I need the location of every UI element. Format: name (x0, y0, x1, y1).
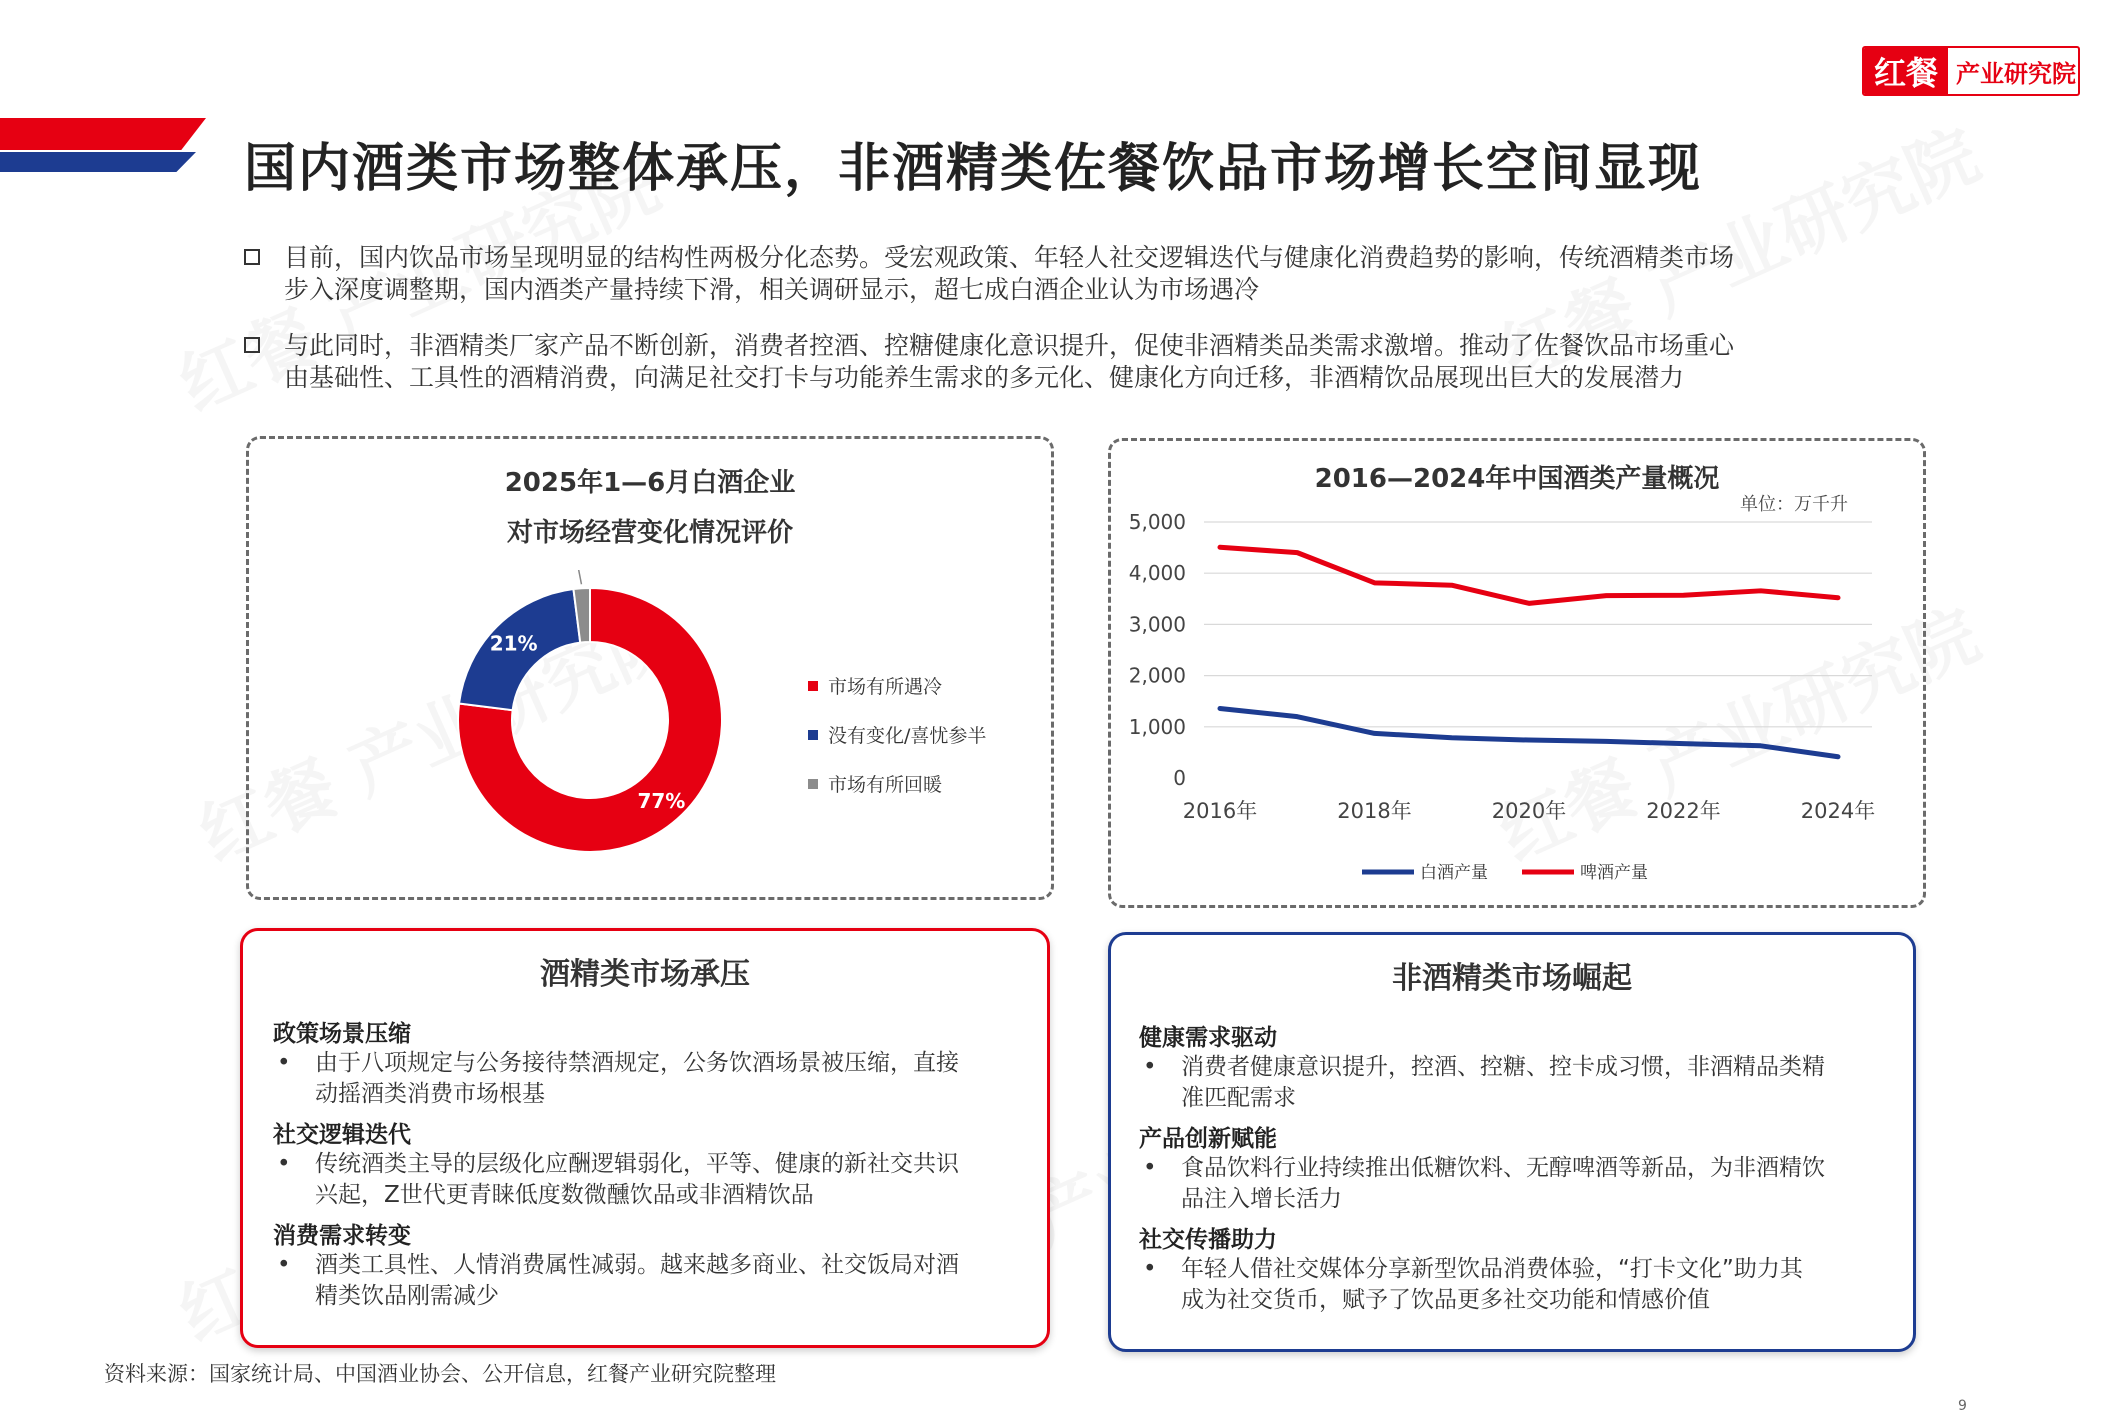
legend-swatch (808, 730, 818, 740)
section-body (1139, 1254, 1885, 1316)
pie-legend-item (808, 721, 986, 748)
pie-value-label: 21% (489, 631, 538, 656)
y-tick-label: 5,000 (1128, 510, 1186, 534)
section-line: 酒类工具性、人情消费属性减弱。越来越多商业、社交饭局对酒 (315, 1252, 959, 1278)
legend-label: 市场有所遇冷 (828, 676, 943, 698)
section-heading: 政策场景压缩 (273, 1021, 411, 1047)
section-line: 品注入增长活力 (1181, 1186, 1342, 1212)
y-tick-label: 3,000 (1128, 612, 1186, 637)
section-line: 消费者健康意识提升，控酒、控糖、控卡成习惯，非酒精品类精 (1181, 1054, 1825, 1080)
section-body (1139, 1153, 1885, 1215)
section-body (273, 1048, 1019, 1110)
pie-chart-title-line1: 2025年1—6月白酒企业 (504, 468, 796, 498)
x-tick-label: 2016年 (1182, 799, 1258, 823)
section-body (1139, 1052, 1885, 1114)
alcohol-market-box (240, 928, 1050, 1348)
y-tick-label: 0 (1173, 766, 1186, 790)
non-alcohol-market-box (1108, 932, 1916, 1352)
line-chart-unit: 单位：万千升 (1740, 494, 1848, 515)
section-body (273, 1250, 1019, 1312)
header-stripe-red (0, 118, 206, 150)
section-line: 由于八项规定与公务接待禁酒规定，公务饮酒场景被压缩，直接 (315, 1050, 959, 1076)
non-alcohol-box-title: 非酒精类市场崛起 (1392, 961, 1632, 996)
section-heading: 社交逻辑迭代 (273, 1122, 411, 1148)
x-tick-label: 2020年 (1491, 799, 1567, 823)
legend-swatch (808, 681, 818, 691)
logo-brand: 红餐 (1864, 48, 1948, 94)
pie-chart-title-line2: 对市场经营变化情况评价 (506, 518, 793, 548)
legend-label: 市场有所回暖 (828, 774, 943, 796)
source-note: 资料来源：国家统计局、中国酒业协会、公开信息，红餐产业研究院整理 (104, 1362, 776, 1386)
section-heading: 健康需求驱动 (1139, 1025, 1277, 1051)
logo-name: 产业研究院 (1956, 59, 2077, 88)
legend-label: 没有变化/喜忧参半 (828, 725, 987, 747)
line-legend-label: 白酒产量 (1420, 863, 1488, 883)
bullet-dot-icon: • (277, 1050, 291, 1076)
bullet-dot-icon: • (1143, 1256, 1157, 1282)
bullet-dot-icon: • (277, 1151, 291, 1177)
section-line: 食品饮料行业持续推出低糖饮料、无醇啤酒等新品，为非酒精饮 (1181, 1155, 1825, 1181)
brand-logo (1862, 46, 2080, 96)
bullet-paragraph (244, 242, 1944, 306)
bullet-line: 由基础性、工具性的酒精消费，向满足社交打卡与功能养生需求的多元化、健康化方向迁移，非酒精饮品展现出巨大的发展潜力 (284, 363, 1685, 392)
pie-leader-line (573, 570, 582, 584)
bullet-dot-icon: • (1143, 1054, 1157, 1080)
checkbox-bullet-icon (244, 337, 260, 353)
bullet-dot-icon: • (277, 1252, 291, 1278)
x-tick-label: 2024年 (1800, 799, 1876, 823)
pie-legend (808, 672, 986, 819)
pie-chart (440, 570, 740, 870)
bullet-line: 目前，国内饮品市场呈现明显的结构性两极分化态势。受宏观政策、年轻人社交逻辑迭代与健康化消费趋势的影响，传统酒精类市场 (284, 243, 1735, 272)
y-tick-label: 1,000 (1128, 714, 1186, 739)
x-tick-label: 2018年 (1337, 799, 1412, 823)
section-line: 年轻人借社交媒体分享新型饮品消费体验，“打卡文化”助力其 (1181, 1256, 1803, 1282)
x-tick-label: 2022年 (1646, 799, 1721, 823)
y-tick-label: 2,000 (1128, 663, 1186, 688)
section-line: 准匹配需求 (1181, 1085, 1296, 1111)
section-body (273, 1149, 1019, 1211)
bullet-line: 与此同时，非酒精类厂家产品不断创新，消费者控酒、控糖健康化意识提升，促使非酒精类品类需求激增。推动了佐餐饮品市场重心 (284, 331, 1735, 360)
legend-swatch (808, 779, 818, 789)
bullet-line: 步入深度调整期，国内酒类产量持续下滑，相关调研显示，超七成白酒企业认为市场遇冷 (284, 275, 1260, 304)
y-tick-label: 4,000 (1128, 561, 1186, 586)
section-line: 成为社交货币，赋予了饮品更多社交功能和情感价值 (1181, 1287, 1710, 1313)
header-stripe-blue (0, 152, 196, 172)
line-legend-label: 啤酒产量 (1580, 863, 1648, 883)
section-heading: 消费需求转变 (273, 1223, 411, 1249)
section-heading: 产品创新赋能 (1139, 1126, 1277, 1152)
section-heading: 社交传播助力 (1139, 1227, 1277, 1253)
section-line: 传统酒类主导的层级化应酬逻辑弱化，平等、健康的新社交共识 (315, 1151, 959, 1177)
pie-legend-item (808, 770, 986, 797)
section-line: 兴起，Z世代更青睐低度数微醺饮品或非酒精饮品 (315, 1182, 814, 1208)
line-chart (1108, 500, 1926, 890)
line-chart-title: 2016—2024年中国酒类产量概况 (1314, 464, 1720, 494)
section-line: 精类饮品刚需减少 (315, 1283, 499, 1309)
series-line-2 (1220, 547, 1838, 603)
series-line-1 (1220, 708, 1838, 756)
bullet-dot-icon: • (1143, 1155, 1157, 1181)
pie-legend-item (808, 672, 986, 699)
pie-value-label: 77% (637, 789, 686, 814)
alcohol-box-title: 酒精类市场承压 (540, 957, 750, 992)
page-number: 9 (1958, 1398, 1967, 1414)
page-title: 国内酒类市场整体承压，非酒精类佐餐饮品市场增长空间显现 (244, 139, 1703, 199)
bullet-paragraph (244, 330, 1944, 394)
checkbox-bullet-icon (244, 249, 260, 265)
section-line: 动摇酒类消费市场根基 (315, 1081, 545, 1107)
